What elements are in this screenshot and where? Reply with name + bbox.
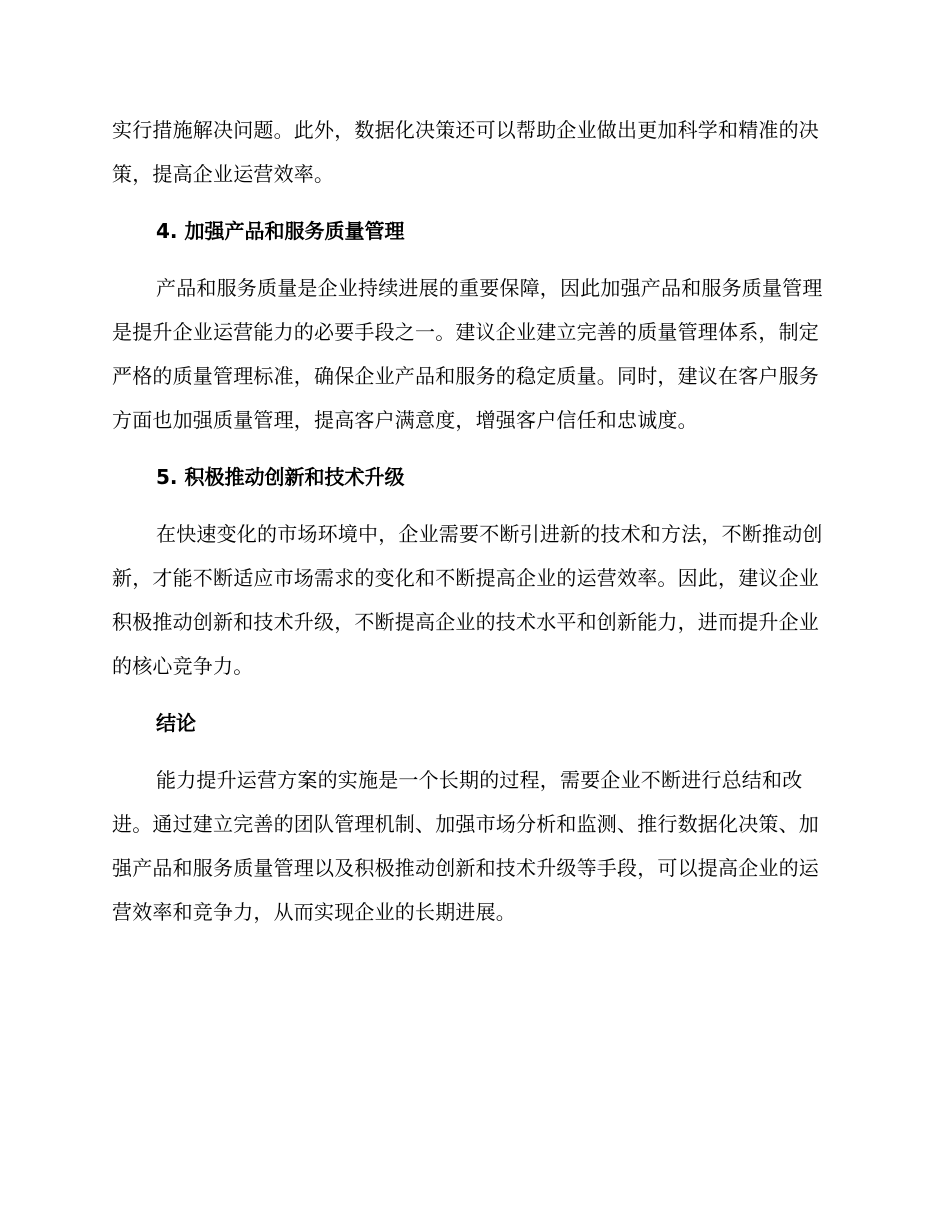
- section-body-quality: 产品和服务质量是企业持续进展的重要保障，因此加强产品和服务质量管理是提升企业运营能力的必要手段之一。建议企业建立完善的质量管理体系，制定严格的质量管理标准，确保企业产品和服务的稳定质量。同时，建议在客户服务方面也加强质量管理，提高客户满意度，增强客户信任和忠诚度。: [112, 276, 823, 432]
- section-heading-quality: 4. 加强产品和服务质量管理: [156, 219, 405, 243]
- section-heading-conclusion: 结论: [156, 711, 196, 735]
- document-body: [112, 108, 832, 934]
- section-body-conclusion: 能力提升运营方案的实施是一个长期的过程，需要企业不断进行总结和改进。通过建立完善的团队管理机制、加强市场分析和监测、推行数据化决策、加强产品和服务质量管理以及积极推动创新和技术升级等手段，可以提高企业的运营效率和竞争力，从而实现企业的长期进展。: [112, 768, 819, 924]
- section-body-innovation: 在快速变化的市场环境中，企业需要不断引进新的技术和方法，不断推动创新，才能不断适应市场需求的变化和不断提高企业的运营效率。因此，建议企业积极推动创新和技术升级，不断提高企业的技术水平和创新能力，进而提升企业的核心竞争力。: [112, 522, 823, 678]
- section-heading-innovation: 5. 积极推动创新和技术升级: [156, 465, 405, 489]
- intro-paragraph: 实行措施解决问题。此外，数据化决策还可以帮助企业做出更加科学和精准的决策，提高企业运营效率。: [112, 118, 819, 186]
